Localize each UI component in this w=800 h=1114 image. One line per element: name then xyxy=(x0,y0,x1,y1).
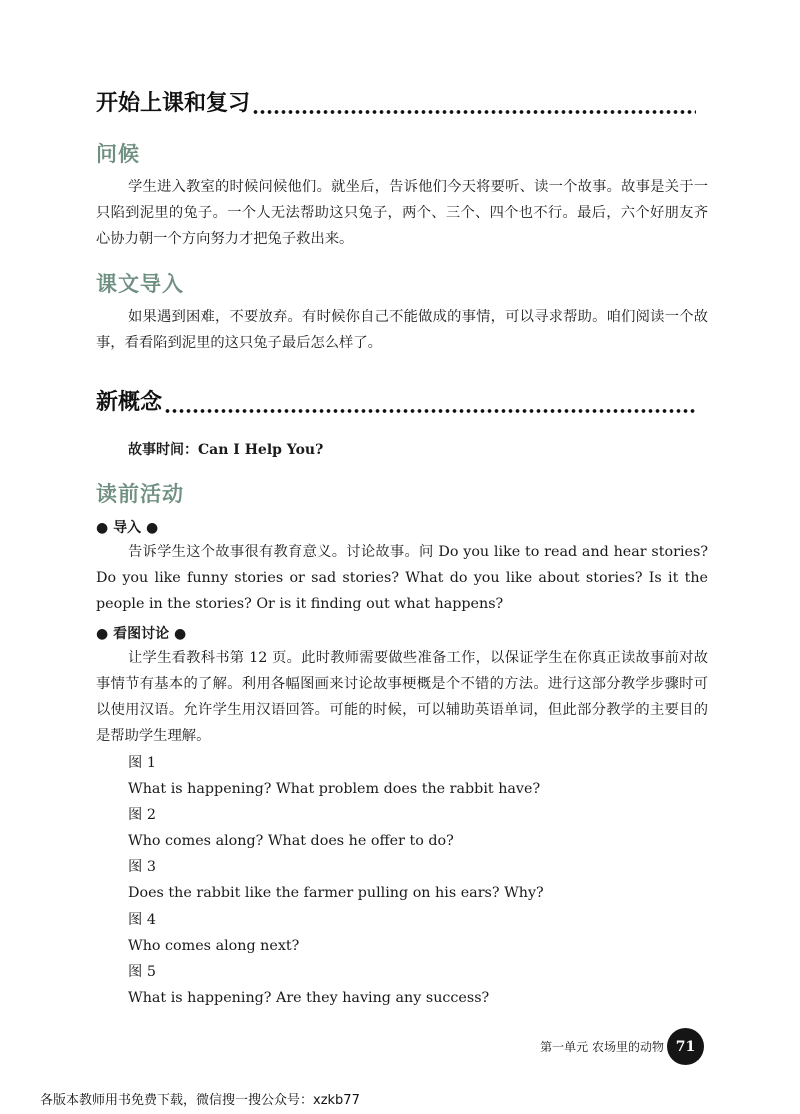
picture-question: Who comes along? What does he offer to do? xyxy=(128,833,454,849)
section-heading-new-concept xyxy=(96,383,696,417)
section-title: 新概念 xyxy=(96,390,163,415)
picture-talk-paragraph: 让学生看教科书第 12 页。此时教师需要做些准备工作，以保证学生在你真正读故事前对故事情节有基本的了解。利用各幅图画来讨论故事梗概是个不错的方法。进行这部分教学步骤时可以使用汉语。允许学生用汉语回答。可能的时候，可以辅助英语单词，但此部分教学的主要目的是帮助学生理解。 xyxy=(96,650,708,744)
story-time-label: 故事时间：Can I Help You? xyxy=(128,442,324,458)
download-watermark: 各版本教师用书免费下载，微信搜一搜公众号：xzkb77 xyxy=(40,1093,360,1108)
subheading-intro: 课文导入 xyxy=(96,272,184,296)
picture-question: Who comes along next? xyxy=(128,938,300,954)
dotted-rule xyxy=(252,108,696,116)
lead-in-paragraph: 告诉学生这个故事很有教育意义。讨论故事。问 Do you like to read and hear stories? Do you like funny stories or sad stories? What do you like about stories? Is it the people in the stories? Or is it finding out what happens? xyxy=(96,544,708,612)
greeting-paragraph: 学生进入教室的时候问候他们。就坐后，告诉他们今天将要听、读一个故事。故事是关于一只陷到泥里的兔子。一个人无法帮助这只兔子，两个、三个、四个也不行。最后，六个好朋友齐心协力朝一个方向努力才把兔子救出来。 xyxy=(96,179,708,247)
page-number-badge: 71 xyxy=(667,1028,704,1065)
subheading-greeting: 问候 xyxy=(96,142,140,166)
section-title: 开始上课和复习 xyxy=(96,91,251,116)
picture-question: What is happening? Are they having any success? xyxy=(128,990,490,1006)
intro-paragraph: 如果遇到困难，不要放弃。有时候你自己不能做成的事情，可以寻求帮助。咱们阅读一个故事，看看陷到泥里的这只兔子最后怎么样了。 xyxy=(96,309,708,351)
picture-label: 图 1 xyxy=(128,755,156,771)
picture-label: 图 5 xyxy=(128,964,156,980)
dotted-rule xyxy=(164,407,696,415)
lead-in-label: ● 导入 ● xyxy=(96,520,159,536)
section-heading-start xyxy=(96,84,696,118)
picture-question: Does the rabbit like the farmer pulling on his ears? Why? xyxy=(128,885,544,901)
subheading-prereading: 读前活动 xyxy=(96,482,184,506)
picture-label: 图 3 xyxy=(128,859,156,875)
picture-question: What is happening? What problem does the rabbit have? xyxy=(128,781,541,797)
picture-label: 图 4 xyxy=(128,912,156,928)
picture-talk-label: ● 看图讨论 ● xyxy=(96,626,187,642)
picture-label: 图 2 xyxy=(128,807,156,823)
unit-footer-label: 第一单元 农场里的动物 xyxy=(540,1040,664,1054)
